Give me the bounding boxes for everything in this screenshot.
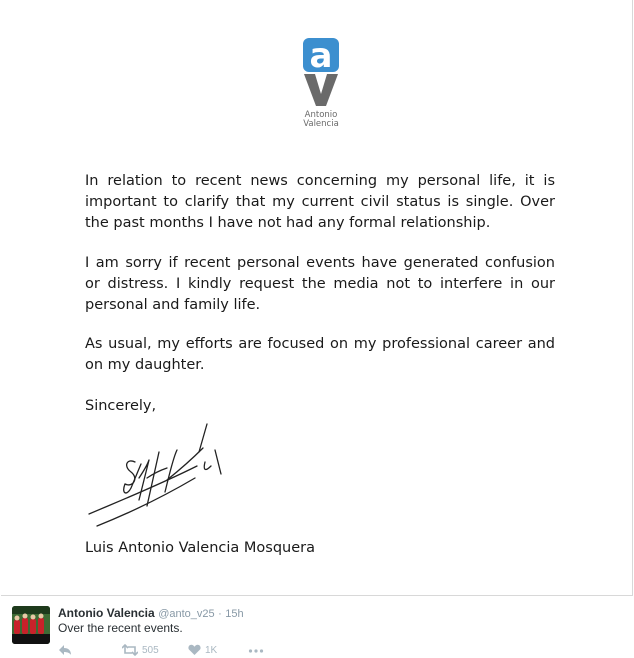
paragraph-civil-status: In relation to recent news concerning my personal life, it is important to clarify that my current civil status is single. Over the past months I have not had any formal relationship. bbox=[85, 173, 555, 231]
closing-sincerely: Sincerely, bbox=[85, 398, 157, 414]
avatar[interactable] bbox=[12, 606, 50, 644]
logo-text-valencia: Valencia bbox=[303, 119, 339, 129]
retweet-count: 505 bbox=[142, 644, 159, 656]
tweet-author-name[interactable]: Antonio Valencia bbox=[58, 606, 155, 620]
retweet-button[interactable] bbox=[122, 644, 159, 656]
tweet-separator: · bbox=[218, 608, 222, 620]
like-count: 1K bbox=[205, 644, 218, 656]
tweet-text: Over the recent events. bbox=[58, 621, 183, 635]
handwritten-signature bbox=[87, 422, 233, 530]
signer-name: Luis Antonio Valencia Mosquera bbox=[85, 540, 315, 556]
tweet-header bbox=[58, 606, 244, 621]
tweet-author-handle[interactable]: @anto_v25 bbox=[158, 608, 215, 620]
tweet-timestamp[interactable]: 15h bbox=[225, 608, 244, 620]
reply-button[interactable] bbox=[58, 644, 72, 656]
more-icon bbox=[248, 644, 264, 656]
av-logo-mark bbox=[297, 36, 345, 110]
like-icon bbox=[188, 644, 201, 656]
like-button[interactable] bbox=[188, 644, 217, 656]
tweet[interactable] bbox=[0, 596, 634, 657]
paragraph-career: As usual, my efforts are focused on my professional career and on my daughter. bbox=[85, 336, 555, 373]
av-logo bbox=[297, 36, 345, 131]
paragraph-apology: I am sorry if recent personal events have generated confusion or distress. I kindly request the media not to interfere in our personal and family life. bbox=[85, 255, 555, 313]
logo-a-letter: a bbox=[309, 36, 333, 76]
logo-text-antonio: Antonio bbox=[304, 110, 338, 120]
statement-letter bbox=[1, 0, 633, 596]
reply-icon bbox=[58, 644, 72, 656]
retweet-icon bbox=[122, 644, 138, 656]
more-button[interactable] bbox=[248, 644, 264, 656]
